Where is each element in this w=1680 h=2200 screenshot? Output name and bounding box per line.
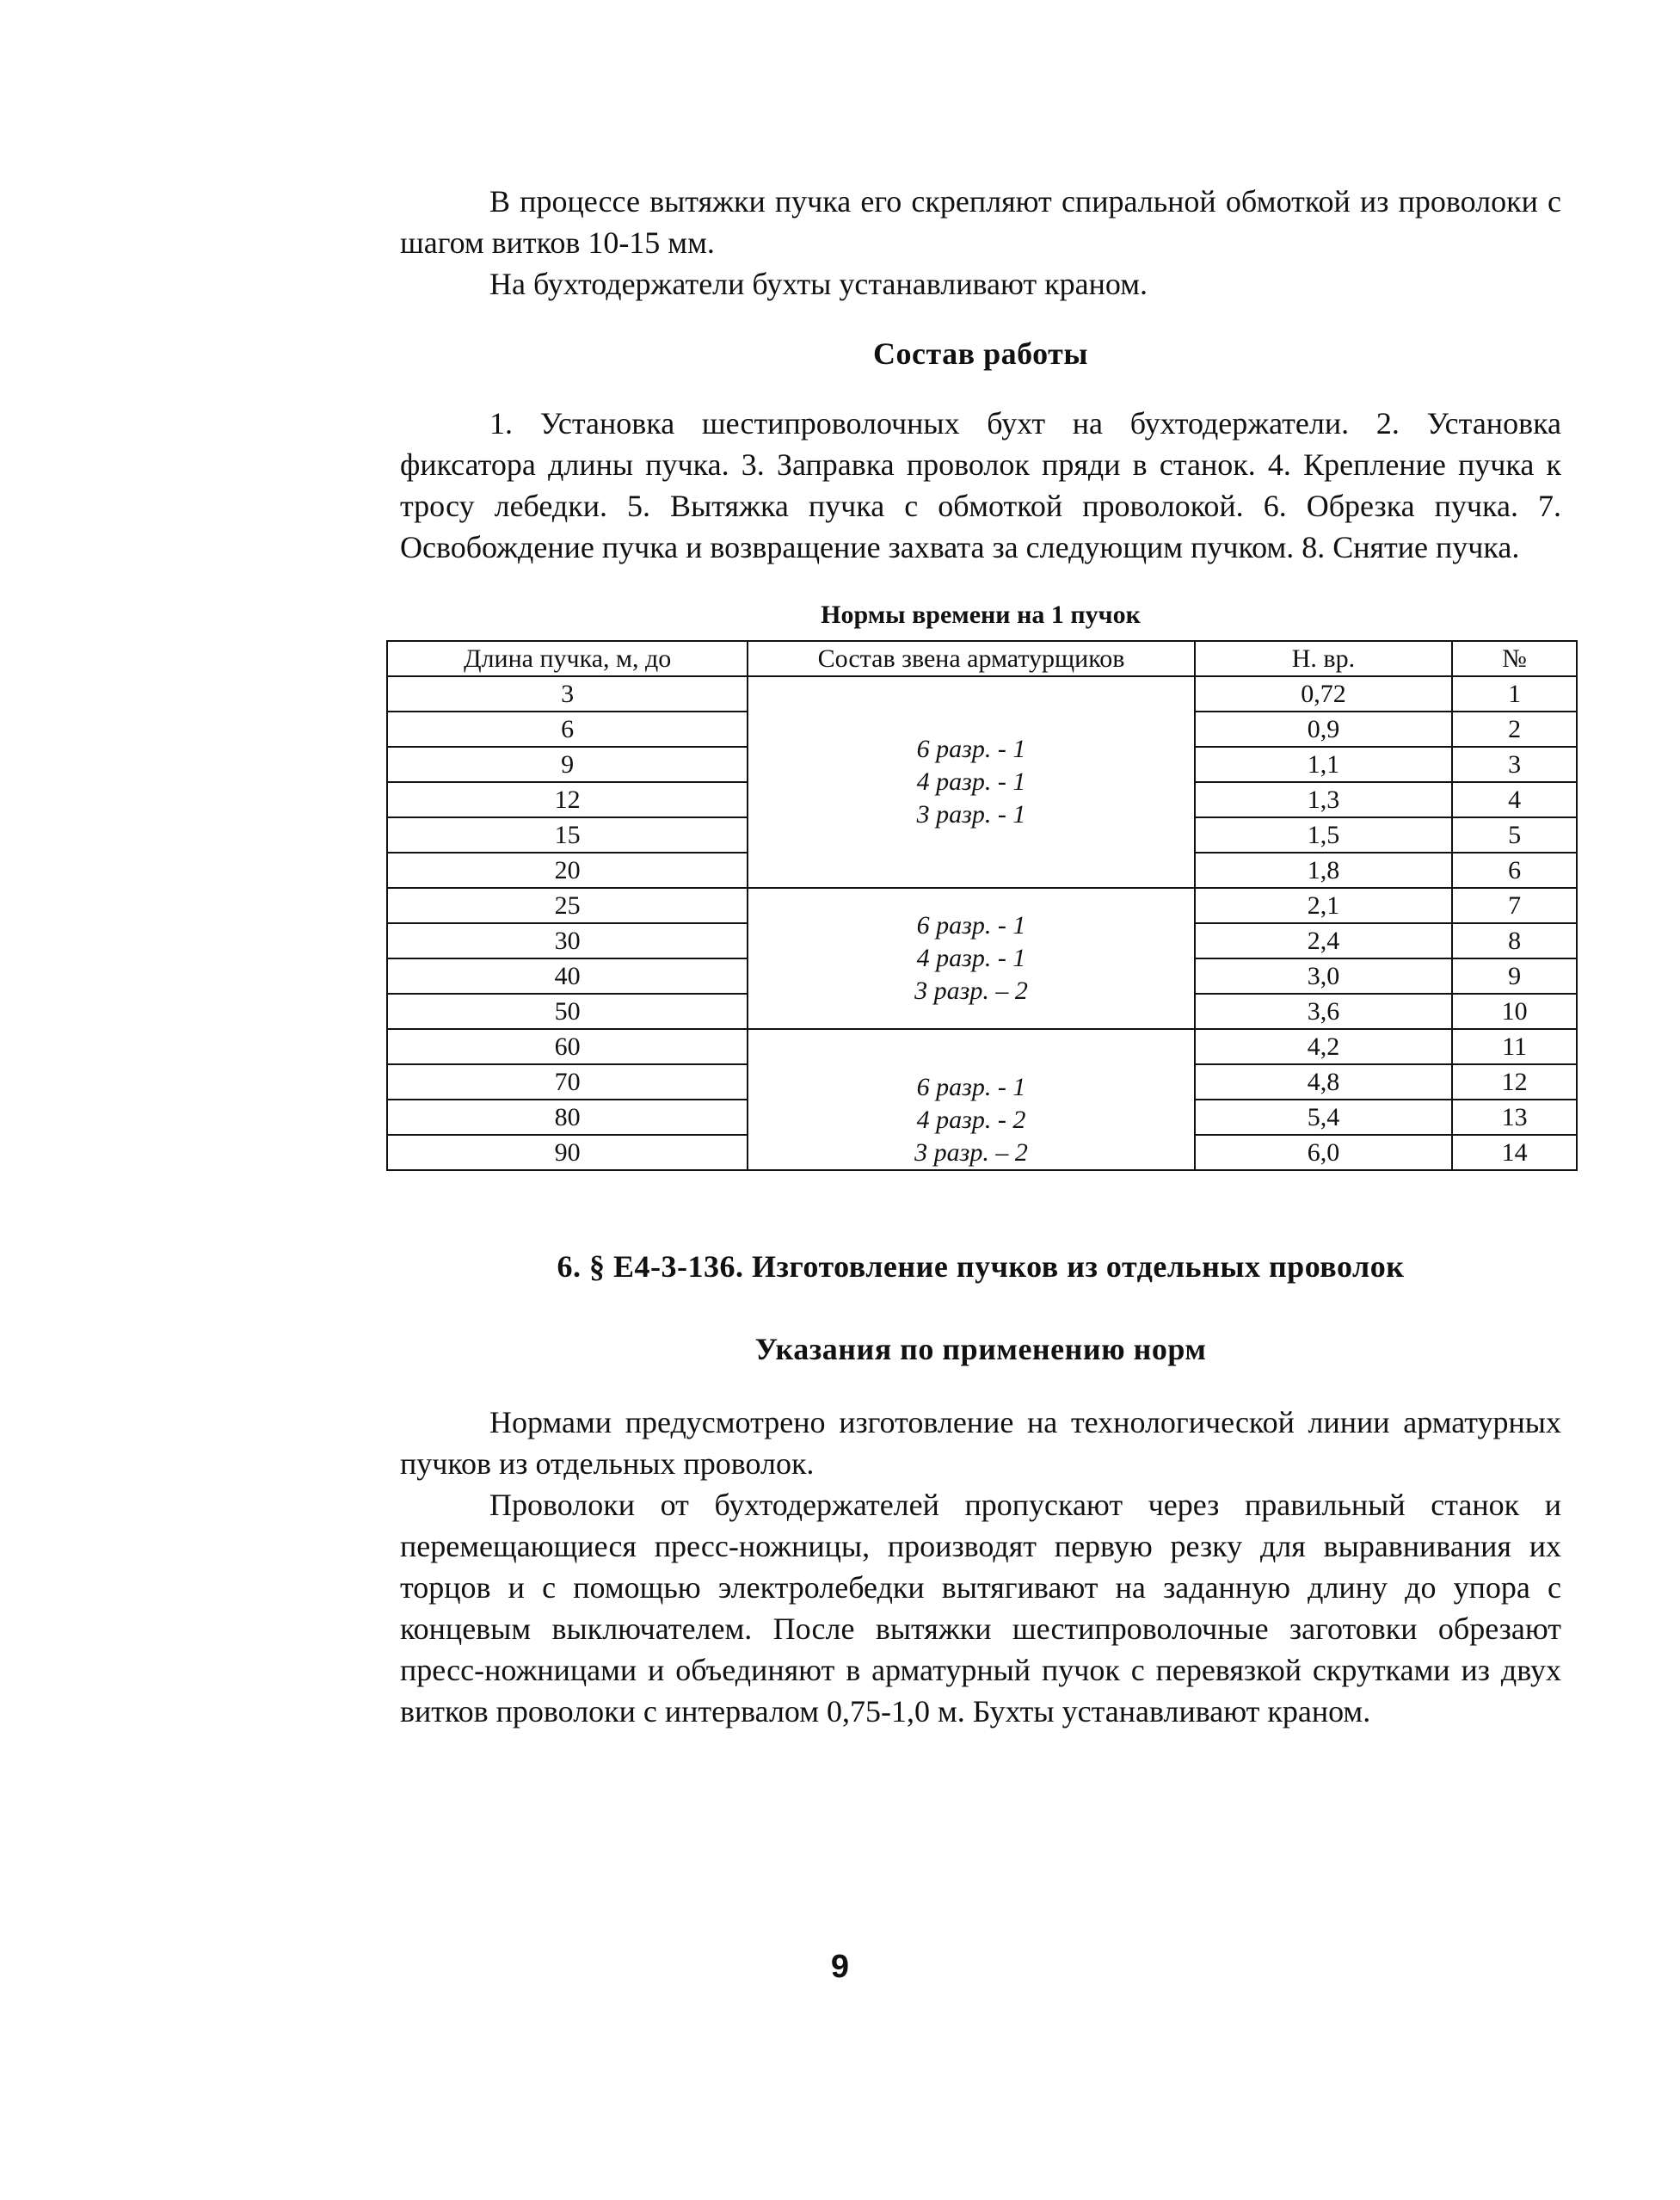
crew-line: 4 разр. - 2 bbox=[916, 1106, 1026, 1134]
length-cell: 80 bbox=[387, 1100, 748, 1135]
length-cell: 25 bbox=[387, 888, 748, 923]
number-cell: 8 bbox=[1452, 923, 1577, 958]
length-cell: 3 bbox=[387, 676, 748, 712]
time-cell: 3,6 bbox=[1195, 994, 1453, 1029]
intro-paragraph-2: На бухтодержатели бухты устанавливают краном. bbox=[489, 267, 1148, 301]
number-cell: 14 bbox=[1452, 1135, 1577, 1170]
crew-cell bbox=[748, 676, 1194, 888]
table-row bbox=[387, 676, 1577, 712]
number-cell: 9 bbox=[1452, 958, 1577, 994]
time-cell: 1,3 bbox=[1195, 782, 1453, 817]
header-crew: Состав звена арматурщиков bbox=[748, 641, 1194, 676]
table-row bbox=[387, 1029, 1577, 1064]
time-cell: 3,0 bbox=[1195, 958, 1453, 994]
length-cell: 9 bbox=[387, 747, 748, 782]
time-cell: 2,4 bbox=[1195, 923, 1453, 958]
crew-cell bbox=[748, 1029, 1194, 1170]
crew-line: 6 разр. - 1 bbox=[916, 911, 1026, 940]
length-cell: 50 bbox=[387, 994, 748, 1029]
length-cell: 70 bbox=[387, 1064, 748, 1100]
time-cell: 6,0 bbox=[1195, 1135, 1453, 1170]
work-section-text: 1. Установка шестипроволочных бухт на бухтодержатели. 2. Установка фиксатора длины пучка. 3. Заправка проволок пряди в станок. 4. Крепление пучка к тросу лебедки. 5. Вытяжка пучка с обмоткой проволокой. 6. Обрезка пучка. 7. Освобождение пучка и возвращение захвата за следующим пучком. 8. Снятие пучка. bbox=[400, 406, 1561, 564]
time-cell: 4,8 bbox=[1195, 1064, 1453, 1100]
norms-table-caption: Нормы времени на 1 пучок bbox=[821, 601, 1141, 629]
length-cell: 20 bbox=[387, 853, 748, 888]
time-cell: 4,2 bbox=[1195, 1029, 1453, 1064]
section6-paragraph-1: Нормами предусмотрено изготовление на технологической линии арматурных пучков из отдельных проволок. bbox=[400, 1405, 1561, 1481]
section6-title: 6. § Е4-3-136. Изготовление пучков из отдельных проволок bbox=[557, 1249, 1405, 1284]
crew-cell bbox=[748, 888, 1194, 1029]
number-cell: 13 bbox=[1452, 1100, 1577, 1135]
number-cell: 1 bbox=[1452, 676, 1577, 712]
work-section-title: Состав работы bbox=[873, 336, 1088, 371]
length-cell: 6 bbox=[387, 712, 748, 747]
time-cell: 0,72 bbox=[1195, 676, 1453, 712]
section6-paragraph-2: Проволоки от бухтодержателей пропускают через правильный станок и перемещающиеся пресс-ножницы, производят первую резку для выравнивания их торцов и с помощью электролебедки вытягивают на заданную длину до упора с концевым выключателем. После вытяжки шестипроволочные заготовки обрезают пресс-ножницами и объединяют в арматурный пучок с перевязкой скрутками из двух витков проволоки с интервалом 0,75-1,0 м. Бухты устанавливают краном. bbox=[400, 1488, 1561, 1729]
number-cell: 10 bbox=[1452, 994, 1577, 1029]
length-cell: 60 bbox=[387, 1029, 748, 1064]
length-cell: 40 bbox=[387, 958, 748, 994]
number-cell: 7 bbox=[1452, 888, 1577, 923]
time-cell: 1,5 bbox=[1195, 817, 1453, 853]
length-cell: 90 bbox=[387, 1135, 748, 1170]
header-time: Н. вр. bbox=[1195, 641, 1453, 676]
table-header-row bbox=[387, 641, 1577, 676]
time-cell: 0,9 bbox=[1195, 712, 1453, 747]
number-cell: 4 bbox=[1452, 782, 1577, 817]
crew-line: 3 разр. - 1 bbox=[916, 800, 1026, 829]
length-cell: 12 bbox=[387, 782, 748, 817]
page-number: 9 bbox=[830, 1949, 850, 1985]
number-cell: 2 bbox=[1452, 712, 1577, 747]
crew-line: 3 разр. – 2 bbox=[914, 977, 1028, 1005]
header-length: Длина пучка, м, до bbox=[387, 641, 748, 676]
number-cell: 11 bbox=[1452, 1029, 1577, 1064]
crew-line: 4 разр. - 1 bbox=[916, 944, 1026, 972]
crew-line: 3 разр. – 2 bbox=[914, 1138, 1028, 1167]
intro-paragraph-1: В процессе вытяжки пучка его скрепляют спиральной обмоткой из проволоки с шагом витков 10-15 мм. bbox=[400, 184, 1561, 260]
norms-table bbox=[386, 640, 1578, 1171]
number-cell: 5 bbox=[1452, 817, 1577, 853]
crew-line: 4 разр. - 1 bbox=[916, 767, 1026, 796]
number-cell: 12 bbox=[1452, 1064, 1577, 1100]
number-cell: 3 bbox=[1452, 747, 1577, 782]
number-cell: 6 bbox=[1452, 853, 1577, 888]
time-cell: 2,1 bbox=[1195, 888, 1453, 923]
table-row bbox=[387, 888, 1577, 923]
time-cell: 5,4 bbox=[1195, 1100, 1453, 1135]
header-number: № bbox=[1452, 641, 1577, 676]
time-cell: 1,1 bbox=[1195, 747, 1453, 782]
crew-line: 6 разр. - 1 bbox=[916, 735, 1026, 763]
length-cell: 15 bbox=[387, 817, 748, 853]
crew-line: 6 разр. - 1 bbox=[916, 1073, 1026, 1101]
length-cell: 30 bbox=[387, 923, 748, 958]
section6-subtitle: Указания по применению норм bbox=[754, 1332, 1207, 1366]
document-page bbox=[400, 181, 1561, 1732]
time-cell: 1,8 bbox=[1195, 853, 1453, 888]
